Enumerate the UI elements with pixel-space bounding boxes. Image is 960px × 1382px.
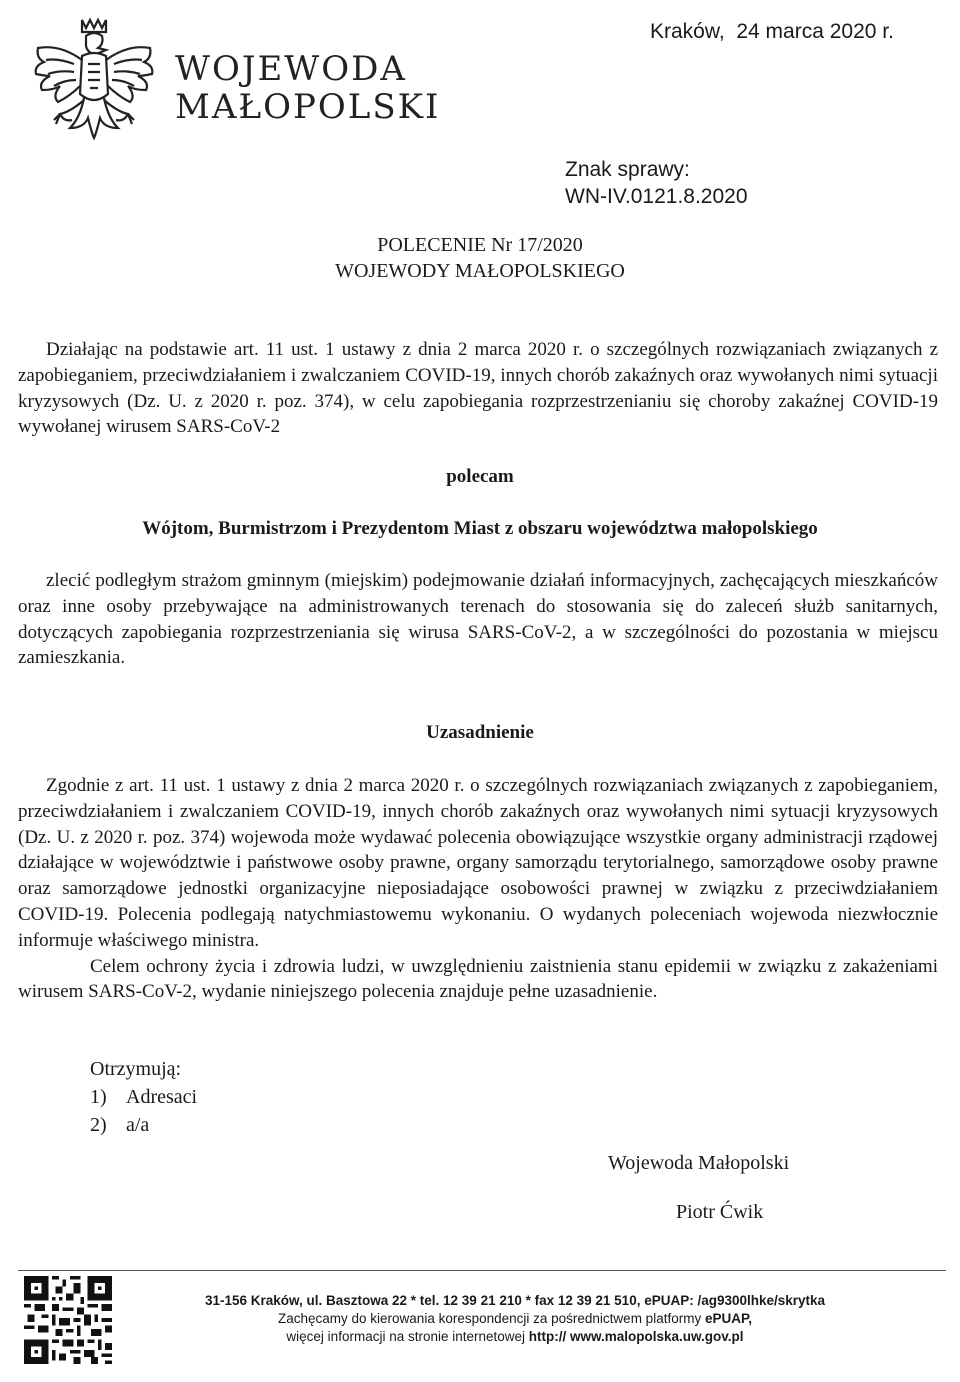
qr-code-icon bbox=[24, 1276, 112, 1364]
justification-text-1b: COVID-19 bbox=[285, 800, 372, 822]
recipients-label: Otrzymują: bbox=[90, 1058, 182, 1080]
list-item-number: 1) bbox=[90, 1086, 107, 1108]
document-date: Kraków, 24 marca 2020 r. bbox=[650, 20, 894, 43]
recipients bbox=[90, 1055, 197, 1139]
list-item bbox=[90, 1083, 197, 1111]
addressees: Wójtom, Burmistrzom i Prezydentom Miast z obszaru województwa małopolskiego bbox=[142, 518, 818, 539]
document-title bbox=[0, 232, 960, 284]
intro-text-3: , innych chorób zakaźnych oraz wywołanych nimi sytuacji kryzysowych (Dz. U. z 2020 r. poz. 374), w celu zapobiegania rozprzestrzenianiu się choroby zakaźnej bbox=[18, 364, 938, 412]
footer-website-text: więcej informacji na stronie internetowej bbox=[286, 1329, 529, 1344]
footer-epuap-label: ePUAP, bbox=[704, 1311, 752, 1326]
footer-divider bbox=[18, 1270, 946, 1271]
justification-body bbox=[18, 773, 938, 1005]
order-word: polecam bbox=[446, 466, 514, 487]
justification-heading: Uzasadnienie bbox=[426, 722, 534, 743]
signatory-role: Wojewoda Małopolski bbox=[608, 1152, 790, 1174]
justification-text-2: Celem ochrony życia i zdrowia ludzi, w uwzględnieniu zaistnienia stanu epidemii w związku z zakażeniami wirusem SARS-CoV-2, wydanie niniejszego polecenia znajduje pełne uzasadnienie. bbox=[18, 955, 938, 1003]
list-item bbox=[90, 1111, 197, 1139]
office-name bbox=[175, 50, 440, 126]
order-paragraph bbox=[18, 568, 938, 671]
case-reference-value: WN-IV.0121.8.2020 bbox=[565, 185, 748, 208]
intro-paragraph bbox=[18, 337, 938, 440]
list-item-text: Adresaci bbox=[126, 1086, 198, 1108]
list-item-text: a/a bbox=[126, 1114, 150, 1136]
eagle-emblem-icon bbox=[30, 14, 158, 152]
office-name-line2: MAŁOPOLSKI bbox=[175, 87, 441, 127]
document-title-line1: POLECENIE Nr 17/2020 bbox=[377, 234, 583, 256]
footer-website-link[interactable]: http:// www.malopolska.uw.gov.pl bbox=[528, 1329, 744, 1344]
intro-text-2: COVID-19 bbox=[405, 364, 491, 386]
order-text: zlecić podległym strażom gminnym (miejskim) podejmowanie działań informacyjnych, zachęcających mieszkańców oraz inne osoby przebywające na administrowanych terenach do stosowania się do zaleceń służb sanitarnych, dotyczących zapobiegania rozprzestrzeniania się wirusa SARS-CoV-2, a w szczególności do pozostania w miejscu zamieszkania. bbox=[18, 570, 938, 669]
case-reference-label: Znak sprawy: bbox=[565, 158, 690, 181]
justification-text-1c: , innych chorób zakaźnych oraz wywołanych nimi sytuacji kryzysowych (Dz. U. z 2020 r. poz. 374) wojewoda może wydawać polecenia obowiązujące wszystkie organy administracji rządowej działające w województwie i państwowe osoby prawne, organy samorządu terytorialnego, samorządowe osoby prawne oraz samorządowe jednostki organizacyjne nieposiadające osobowości prawnej w związku z przeciwdziałaniem bbox=[18, 800, 938, 900]
intro-text-1: Działając na podstawie art. 11 ust. 1 ustawy z dnia 2 marca 2020 r. o szczególnych rozwiązaniach związanych z zapobieganiem, przeciwdziałaniem i zwalczaniem bbox=[18, 339, 938, 386]
signatory-name: Piotr Ćwik bbox=[676, 1201, 764, 1223]
footer-contact bbox=[120, 1292, 910, 1346]
footer-website-note bbox=[120, 1328, 910, 1346]
document-title-line2: WOJEWODY MAŁOPOLSKIEGO bbox=[335, 260, 625, 282]
footer-epuap-text: Zachęcamy do kierowania korespondencji za pośrednictwem platformy bbox=[278, 1311, 705, 1326]
justification-text-1a: Zgodnie z art. 11 ust. 1 ustawy z dnia 2 marca 2020 r. o szczególnych rozwiązaniach związanych z zapobieganiem, przeciwdziałaniem i zwalczaniem bbox=[18, 775, 938, 822]
justification-text-1d: COVID-19 bbox=[18, 903, 104, 925]
footer-address: 31-156 Kraków, ul. Basztowa 22 * tel. 12 39 21 210 * fax 12 39 21 510, ePUAP: /ag9300lhke/skrytka bbox=[204, 1293, 826, 1308]
justification-text-1e: . Polecenia podlegają natychmiastowemu wykonaniu. O wydanych poleceniach wojewoda niezwłocznie informuje właściwego ministra. bbox=[18, 903, 938, 951]
office-name-line1: WOJEWODA bbox=[175, 49, 407, 89]
footer-epuap-note bbox=[120, 1310, 910, 1328]
case-reference bbox=[565, 156, 748, 210]
list-item-number: 2) bbox=[90, 1114, 107, 1136]
intro-text-5: wywołanej wirusem SARS-CoV-2 bbox=[18, 416, 281, 438]
intro-text-4: COVID-19 bbox=[852, 390, 938, 412]
